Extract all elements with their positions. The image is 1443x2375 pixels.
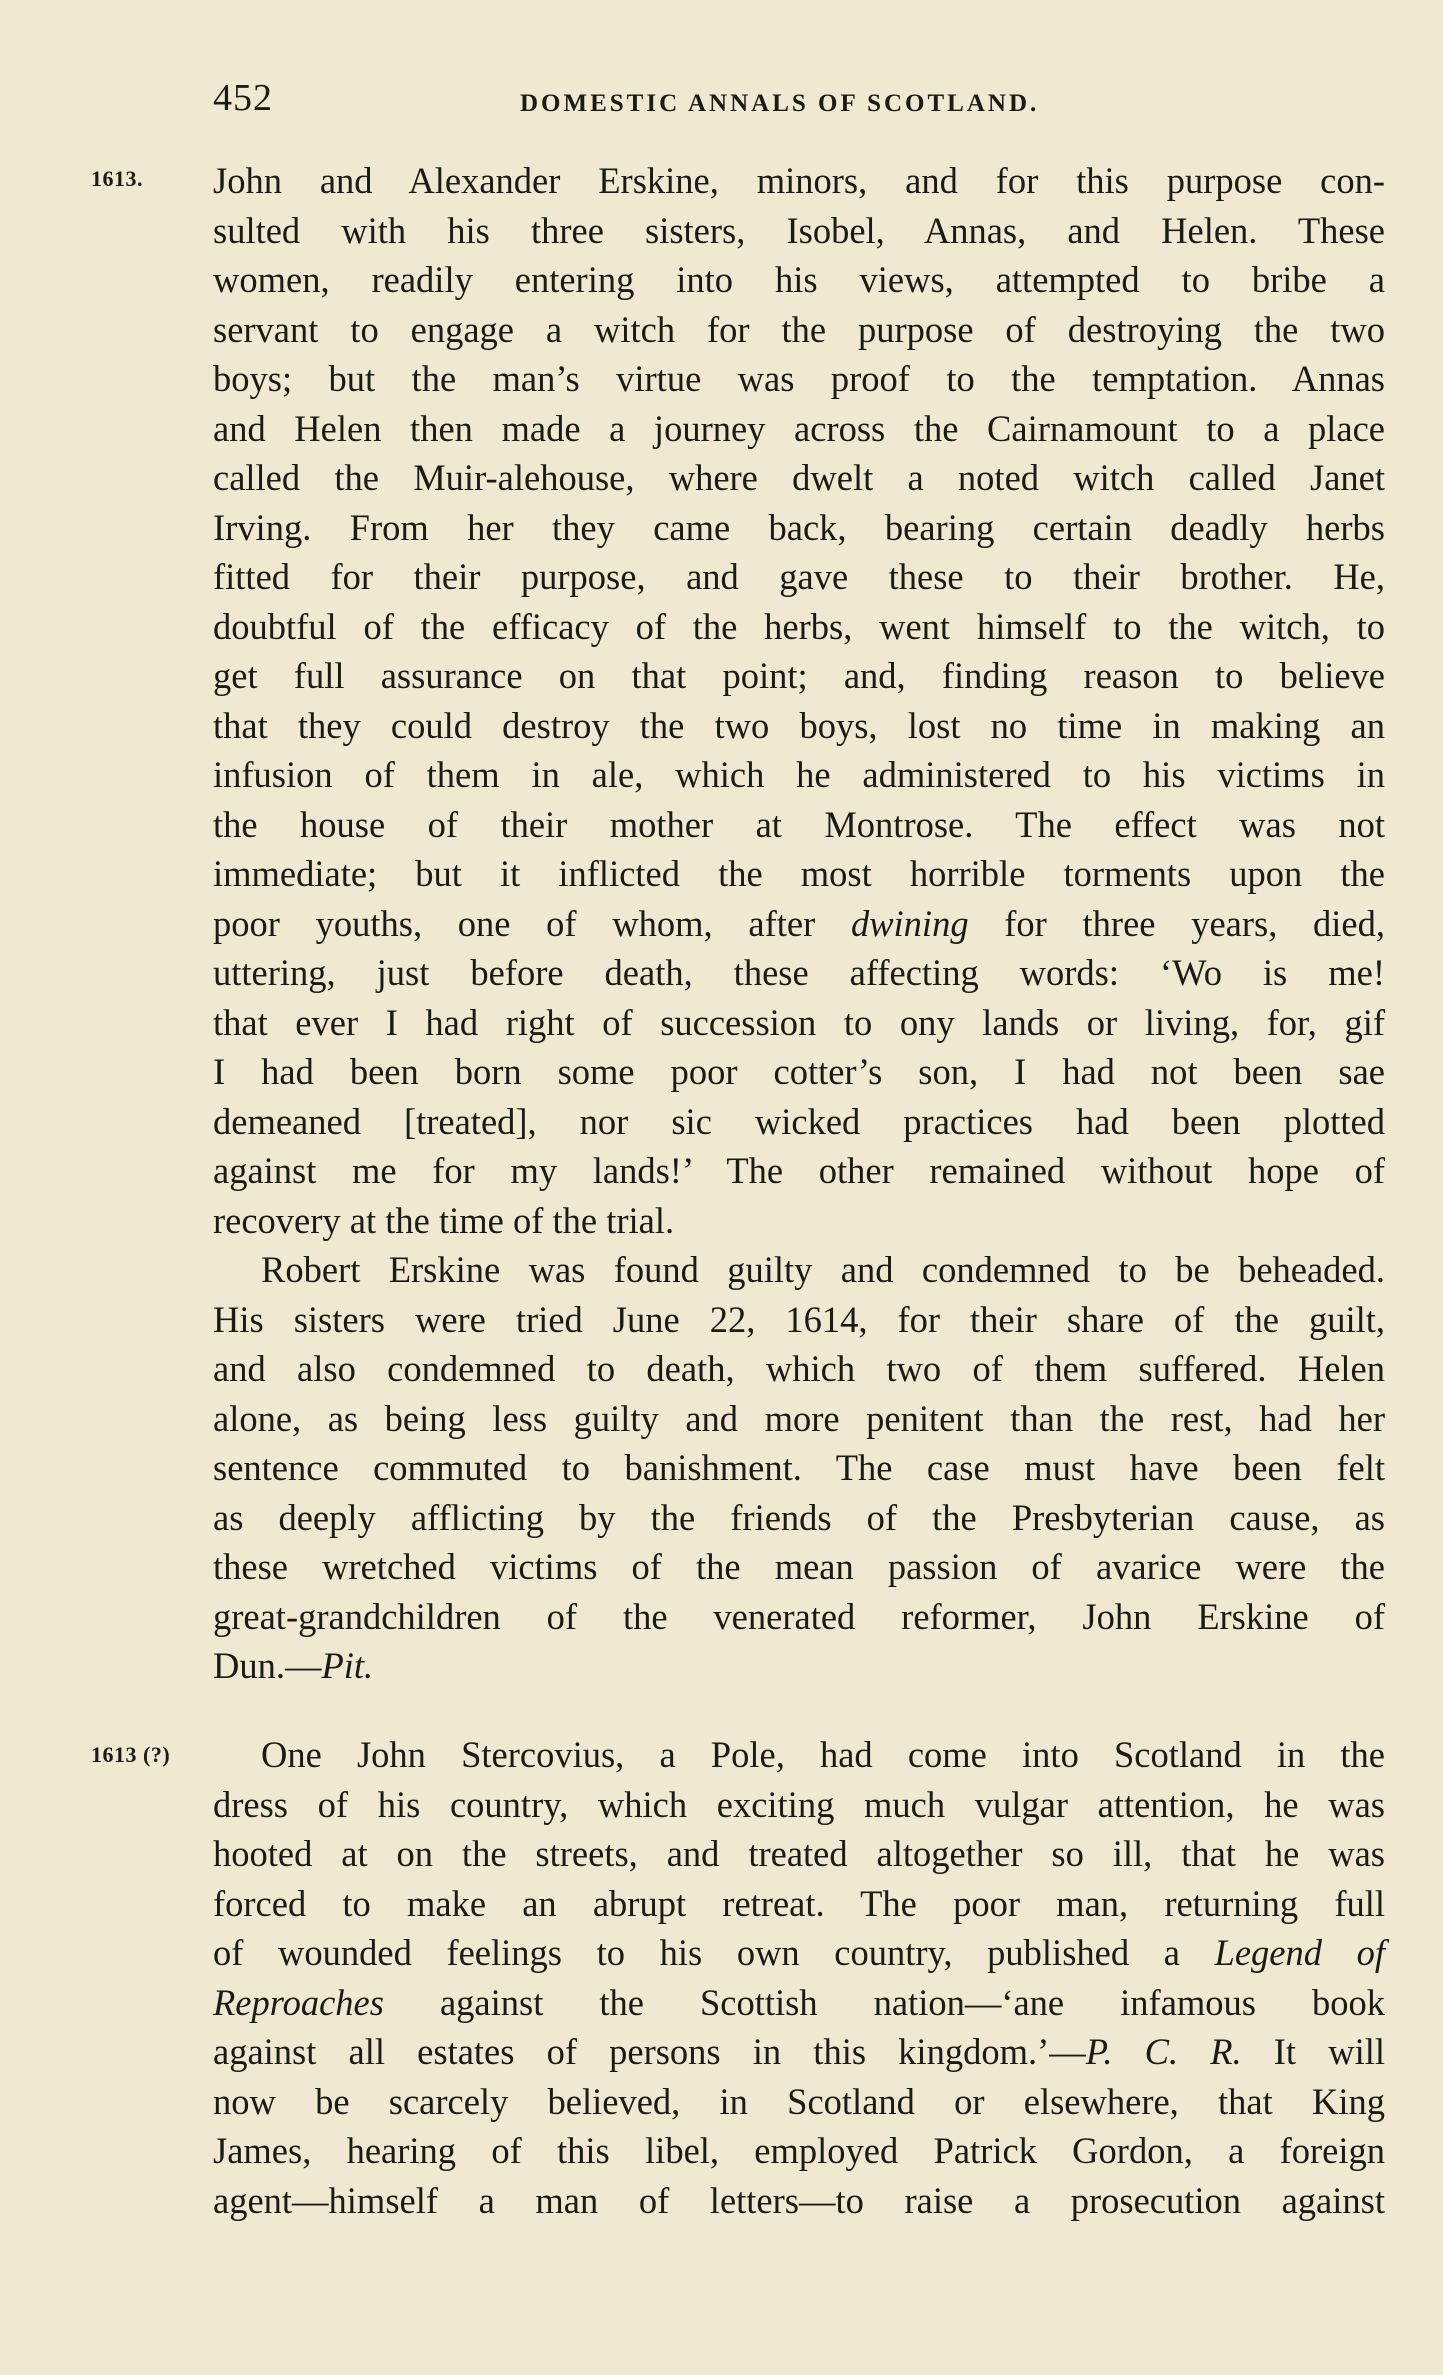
text-line: alone, as being less guilty and more penitent than the rest, had her <box>213 1397 1385 1439</box>
text-line: doubtful of the efficacy of the herbs, went himself to the witch, to <box>213 605 1385 647</box>
text-line: now be scarcely believed, in Scotland or elsewhere, that King <box>213 2080 1385 2122</box>
text-line: against me for my lands!’ The other remained without hope of <box>213 1150 1385 1191</box>
text-line: these wretched victims of the mean passion of avarice were the <box>213 1546 1385 1587</box>
text-line: sentence commuted to banishment. The case must have been felt <box>213 1447 1385 1488</box>
text-line: the house of their mother at Montrose. The effect was not <box>213 803 1385 845</box>
text-line: forced to make an abrupt retreat. The poor man, returning full <box>213 1882 1385 1924</box>
running-head: DOMESTIC ANNALS OF SCOTLAND. <box>520 90 1040 117</box>
text-line: women, readily entering into his views, attempted to bribe a <box>213 259 1385 300</box>
margin-year-1613: 1613. <box>91 166 143 191</box>
margin-year-1613-uncertain: 1613 (?) <box>91 1742 171 1767</box>
text-line: One John Stercovius, a Pole, had come into Scotland in the <box>261 1734 1385 1775</box>
text-line: servant to engage a witch for the purpose of destroying the two <box>213 308 1385 350</box>
text-line: fitted for their purpose, and gave these to their brother. He, <box>213 556 1385 597</box>
page-number: 452 <box>213 77 273 119</box>
text-line: I had been born some poor cotter’s son, I had not been sae <box>213 1051 1385 1092</box>
text-line: great-grandchildren of the venerated reformer, John Erskine of <box>213 1595 1385 1637</box>
entry-1613-text <box>213 156 1385 1691</box>
text-line: immediate; but it inflicted the most horrible torments upon the <box>213 853 1385 894</box>
text-line: and also condemned to death, which two of them suffered. Helen <box>213 1348 1385 1389</box>
text-line: uttering, just before death, these affecting words: ‘Wo is me! <box>213 952 1385 993</box>
text-line: Dun.—Pit. <box>213 1645 374 1686</box>
text-line: get full assurance on that point; and, finding reason to believe <box>213 655 1385 696</box>
text-line: boys; but the man’s virtue was proof to the temptation. Annas <box>213 358 1385 399</box>
text-line: His sisters were tried June 22, 1614, for their share of the guilt, <box>213 1298 1385 1340</box>
text-line: that ever I had right of succession to ony lands or living, for, gif <box>213 1001 1385 1043</box>
text-line: against all estates of persons in this kingdom.’—P. C. R. It will <box>213 2031 1385 2072</box>
text-line: of wounded feelings to his own country, published a Legend of <box>213 1932 1385 1973</box>
text-line: James, hearing of this libel, employed Patrick Gordon, a foreign <box>213 2130 1385 2171</box>
text-line: Reproaches against the Scottish nation—‘ane infamous book <box>213 1981 1385 2023</box>
text-line: and Helen then made a journey across the Cairnamount to a place <box>213 407 1385 449</box>
entry-1613-uncertain-text <box>213 1730 1385 2225</box>
text-line: Irving. From her they came back, bearing certain deadly herbs <box>213 506 1385 548</box>
text-line: as deeply afflicting by the friends of the Presbyterian cause, as <box>213 1496 1385 1538</box>
text-line: Robert Erskine was found guilty and condemned to be beheaded. <box>261 1249 1385 1290</box>
text-line: demeaned [treated], nor sic wicked practices had been plotted <box>213 1100 1385 1142</box>
text-line: dress of his country, which exciting much vulgar attention, he was <box>213 1783 1385 1825</box>
text-line: sulted with his three sisters, Isobel, Annas, and Helen. These <box>213 209 1385 251</box>
text-line: recovery at the time of the trial. <box>213 1199 675 1241</box>
text-line: agent—himself a man of letters—to raise a prosecution against <box>213 2179 1385 2221</box>
text-line: infusion of them in ale, which he administered to his victims in <box>213 754 1385 795</box>
text-line: called the Muir-alehouse, where dwelt a noted witch called Janet <box>213 457 1385 498</box>
text-line: hooted at on the streets, and treated altogether so ill, that he was <box>213 1833 1385 1874</box>
text-line: that they could destroy the two boys, lost no time in making an <box>213 704 1385 746</box>
text-line: poor youths, one of whom, after dwining for three years, died, <box>213 902 1385 944</box>
text-line: John and Alexander Erskine, minors, and for this purpose con- <box>213 160 1385 201</box>
